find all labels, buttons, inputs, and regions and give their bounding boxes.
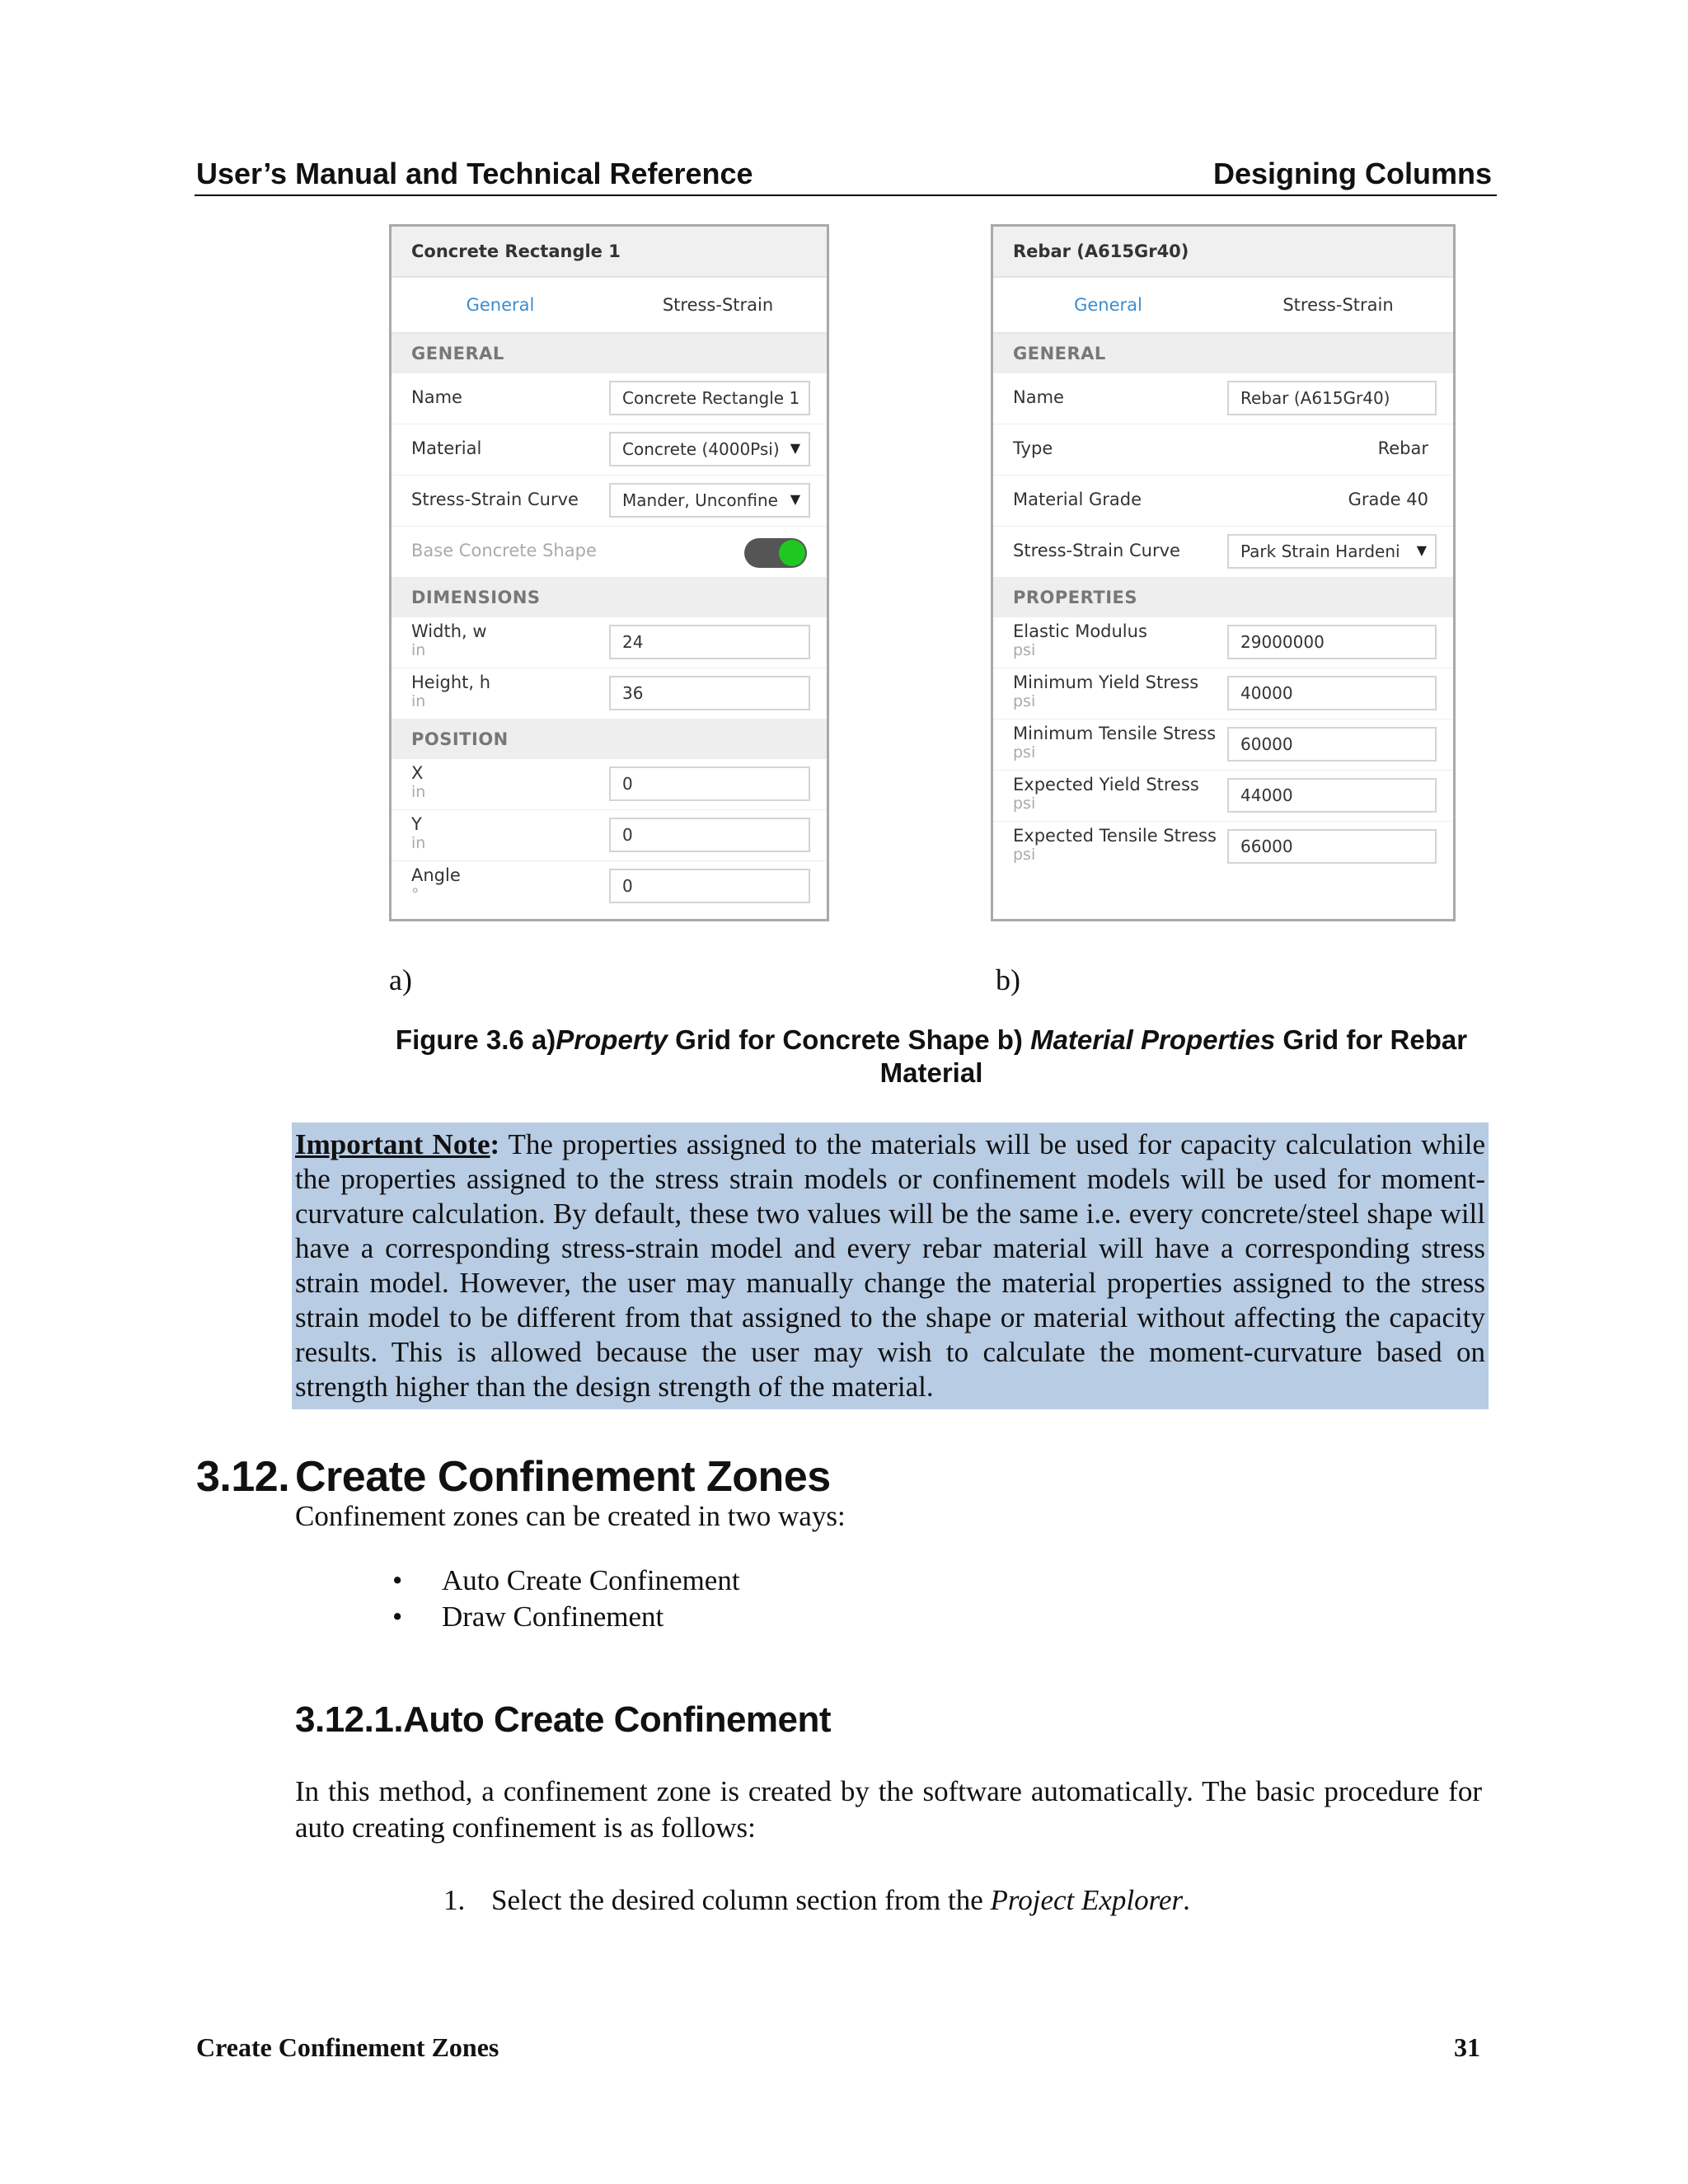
curve-label: Stress-Strain Curve <box>411 490 579 509</box>
min-yield-unit: psi <box>1013 692 1036 710</box>
exp-tensile-label <box>1013 827 1217 864</box>
angle-unit: ° <box>411 885 420 903</box>
section-intro: Confinement zones can be created in two ways: <box>295 1500 846 1532</box>
row-y <box>392 810 827 861</box>
type-value: Rebar <box>1377 438 1428 458</box>
row-min-yield <box>993 668 1453 719</box>
min-yield-label <box>1013 673 1198 710</box>
list-item <box>392 1599 740 1635</box>
width-value: 24 <box>622 632 644 652</box>
section-number: 3.12. <box>196 1453 290 1501</box>
bullet-list <box>392 1563 740 1635</box>
page-footer <box>196 2032 1482 2063</box>
angle-value: 0 <box>622 876 633 896</box>
bullet-text: Draw Confinement <box>442 1601 664 1633</box>
angle-label <box>411 866 461 903</box>
x-unit: in <box>411 783 426 801</box>
tab-bar <box>392 278 827 334</box>
step-text: Select the desired column section from the <box>491 1884 991 1916</box>
note-colon: : <box>490 1128 500 1160</box>
section-general: GENERAL <box>993 334 1453 373</box>
exp-yield-unit: psi <box>1013 794 1036 813</box>
base-shape-label: Base Concrete Shape <box>411 541 597 560</box>
elastic-input[interactable] <box>1227 625 1437 659</box>
height-unit: in <box>411 692 426 710</box>
row-exp-yield <box>993 771 1453 822</box>
row-material-grade <box>993 476 1453 527</box>
chevron-down-icon: ▼ <box>1416 542 1427 558</box>
caption-suffix: Grid for Rebar Material <box>879 1024 1468 1088</box>
grade-label: Material Grade <box>1013 490 1142 509</box>
subsection-heading <box>295 1699 831 1741</box>
caption-emphasis-1: Property <box>556 1024 668 1055</box>
exp-yield-label-text: Expected Yield Stress <box>1013 775 1199 794</box>
elastic-value: 29000000 <box>1240 632 1325 652</box>
angle-input[interactable] <box>609 869 810 903</box>
min-tensile-input[interactable] <box>1227 727 1437 762</box>
y-value: 0 <box>622 825 633 845</box>
footer-section-title: Create Confinement Zones <box>196 2032 499 2062</box>
grade-value: Grade 40 <box>1348 490 1428 509</box>
header-manual-title: User’s Manual and Technical Reference <box>196 157 753 190</box>
min-tensile-label-text: Minimum Tensile Stress <box>1013 724 1217 743</box>
concrete-shape-property-grid <box>389 224 829 921</box>
name-input[interactable] <box>1227 381 1437 415</box>
min-tensile-unit: psi <box>1013 743 1036 762</box>
step-text-end: . <box>1183 1884 1190 1916</box>
subfigure-label-a: a) <box>389 963 412 996</box>
caption-prefix: Figure 3.6 a) <box>395 1024 556 1055</box>
exp-tensile-value: 66000 <box>1240 837 1293 856</box>
section-general: GENERAL <box>392 334 827 373</box>
curve-dropdown[interactable] <box>609 483 810 518</box>
width-label-text: Width, w <box>411 621 487 641</box>
bullet-glyph: • <box>392 1564 403 1596</box>
tab-stress-strain[interactable]: Stress-Strain <box>662 295 774 315</box>
width-label <box>411 622 487 659</box>
section-dimensions: DIMENSIONS <box>392 578 827 617</box>
width-unit: in <box>411 641 426 659</box>
name-value: Concrete Rectangle 1 <box>622 388 800 408</box>
min-yield-value: 40000 <box>1240 683 1293 703</box>
exp-tensile-unit: psi <box>1013 846 1036 864</box>
subsection-number: 3.12.1. <box>295 1699 404 1740</box>
chevron-down-icon: ▼ <box>790 440 800 456</box>
tab-general[interactable]: General <box>1074 295 1142 315</box>
caption-emphasis-2: Material Properties <box>1030 1024 1276 1055</box>
row-min-tensile <box>993 719 1453 771</box>
material-dropdown[interactable] <box>609 432 810 466</box>
min-tensile-value: 60000 <box>1240 734 1293 754</box>
note-label: Important Note <box>295 1128 490 1160</box>
list-item <box>392 1563 740 1599</box>
angle-label-text: Angle <box>411 865 461 885</box>
row-type <box>993 424 1453 476</box>
exp-tensile-input[interactable] <box>1227 829 1437 864</box>
bullet-text: Auto Create Confinement <box>442 1564 740 1596</box>
section-properties: PROPERTIES <box>993 578 1453 617</box>
header-chapter-title: Designing Columns <box>1212 157 1492 190</box>
important-note <box>292 1122 1489 1409</box>
exp-yield-value: 44000 <box>1240 785 1293 805</box>
panel-title: Rebar (A615Gr40) <box>993 227 1453 278</box>
curve-value: Mander, Unconfine <box>622 490 778 510</box>
tab-stress-strain[interactable]: Stress-Strain <box>1282 295 1394 315</box>
bullet-glyph: • <box>392 1601 403 1633</box>
running-header <box>195 155 1497 196</box>
height-value: 36 <box>622 683 644 703</box>
material-label: Material <box>411 438 482 458</box>
base-shape-toggle[interactable] <box>744 538 807 568</box>
min-yield-input[interactable] <box>1227 676 1437 710</box>
row-angle <box>392 861 827 912</box>
name-input[interactable] <box>609 381 810 415</box>
subsection-title: Auto Create Confinement <box>403 1699 832 1740</box>
name-value: Rebar (A615Gr40) <box>1240 388 1390 408</box>
row-name <box>993 373 1453 424</box>
tab-bar <box>993 278 1453 334</box>
row-material <box>392 424 827 476</box>
step-number: 1. <box>443 1884 466 1916</box>
caption-middle: Grid for Concrete Shape b) <box>668 1024 1031 1055</box>
elastic-label <box>1013 622 1147 659</box>
row-x <box>392 759 827 810</box>
section-heading <box>196 1452 831 1502</box>
min-tensile-label <box>1013 724 1216 762</box>
tab-general[interactable]: General <box>466 295 535 315</box>
y-label <box>411 815 425 852</box>
name-label: Name <box>411 387 462 407</box>
curve-value: Park Strain Hardeni <box>1240 541 1400 561</box>
x-input[interactable] <box>609 766 810 801</box>
row-width <box>392 617 827 668</box>
row-stress-strain-curve <box>392 476 827 527</box>
width-input[interactable] <box>609 625 810 659</box>
exp-yield-input[interactable] <box>1227 778 1437 813</box>
row-base-concrete-shape <box>392 527 827 578</box>
page-number: 31 <box>1454 2032 1480 2062</box>
toggle-knob <box>779 540 805 566</box>
y-unit: in <box>411 834 426 852</box>
x-label-text: X <box>411 763 424 783</box>
x-label <box>411 764 425 801</box>
row-exp-tensile <box>993 822 1453 872</box>
curve-label: Stress-Strain Curve <box>1013 541 1180 560</box>
subfigure-label-b: b) <box>996 963 1020 996</box>
height-input[interactable] <box>609 676 810 710</box>
exp-yield-label <box>1013 776 1199 813</box>
elastic-unit: psi <box>1013 641 1036 659</box>
figure-caption <box>363 1024 1500 1090</box>
curve-dropdown[interactable] <box>1227 534 1437 569</box>
chevron-down-icon: ▼ <box>790 491 800 507</box>
subsection-paragraph: In this method, a confinement zone is created by the software automatically. The basic procedure for auto creating confinement is as follows: <box>295 1775 1482 1844</box>
height-label <box>411 673 490 710</box>
step-emphasis: Project Explorer <box>990 1884 1184 1916</box>
y-label-text: Y <box>411 814 422 834</box>
min-yield-label-text: Minimum Yield Stress <box>1013 673 1199 692</box>
row-elastic-modulus <box>993 617 1453 668</box>
material-value: Concrete (4000Psi) <box>622 439 780 459</box>
elastic-label-text: Elastic Modulus <box>1013 621 1147 641</box>
y-input[interactable] <box>609 818 810 852</box>
panel-title: Concrete Rectangle 1 <box>392 227 827 278</box>
note-text: The properties assigned to the materials will be used for capacity calculation while the properties assigned to the stress strain models or confinement models will be used for moment-curvature calculation. By default, these two values will be the same i.e. every concrete/steel shape will have a corresponding stress-strain model and every rebar material will have a corresponding stress strain model. However, the user may manually change the material properties assigned to the stress strain model to be different from that assigned to the shape or material without affecting the capacity results. This is allowed because the user may wish to calculate the moment-curvature based on strength higher than the design strength of the material. <box>295 1128 1485 1403</box>
type-label: Type <box>1013 438 1053 458</box>
exp-tensile-label-text: Expected Tensile Stress <box>1013 826 1217 846</box>
section-position: POSITION <box>392 719 827 759</box>
rebar-material-property-grid <box>991 224 1456 921</box>
section-title: Create Confinement Zones <box>295 1453 831 1501</box>
name-label: Name <box>1013 387 1064 407</box>
numbered-step <box>443 1882 1190 1919</box>
row-height <box>392 668 827 719</box>
x-value: 0 <box>622 774 633 794</box>
row-stress-strain-curve <box>993 527 1453 578</box>
height-label-text: Height, h <box>411 673 491 692</box>
row-name <box>392 373 827 424</box>
